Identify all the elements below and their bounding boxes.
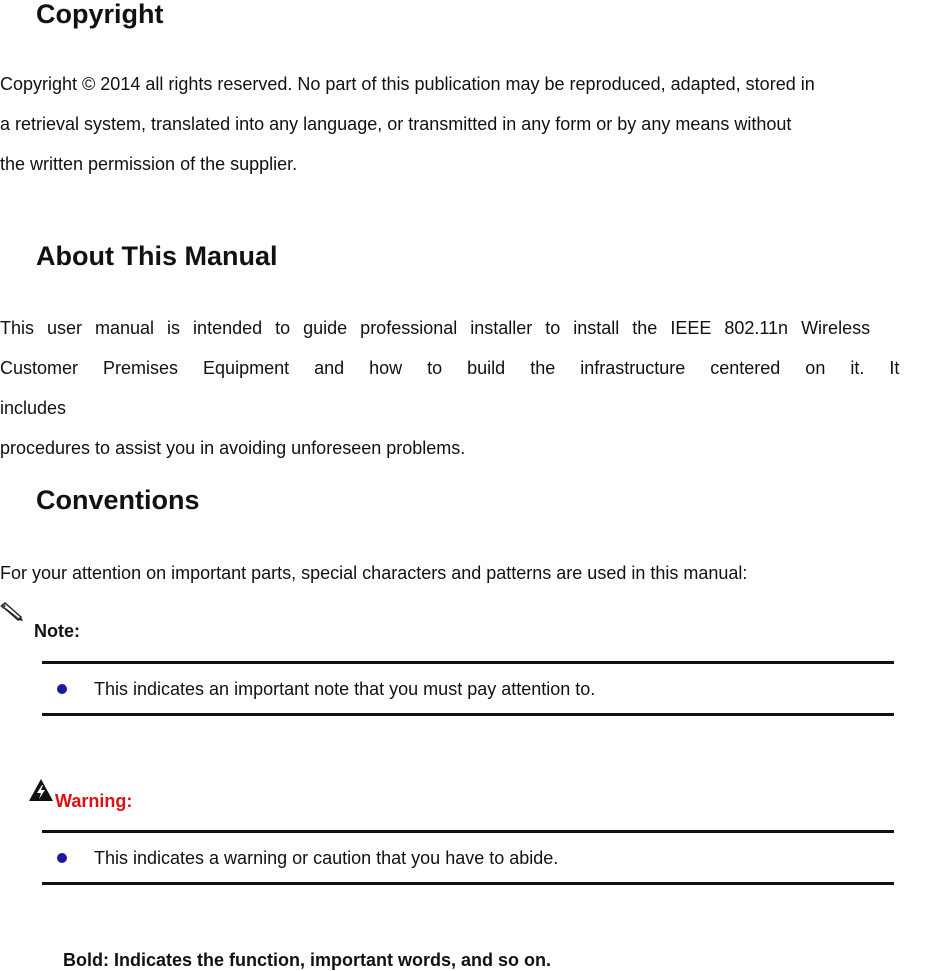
copyright-heading: Copyright	[36, 0, 164, 29]
conventions-heading: Conventions	[36, 485, 200, 515]
note-label: Note:	[34, 621, 80, 641]
note-text: This indicates an important note that you must pay attention to.	[94, 679, 596, 699]
copyright-line-3: the written permission of the supplier.	[0, 154, 298, 174]
warning-top-rule	[42, 830, 894, 833]
note-bottom-rule	[42, 713, 894, 716]
warning-bottom-rule	[42, 882, 894, 885]
copyright-paragraph	[0, 64, 937, 184]
conventions-intro: For your attention on important parts, special characters and patterns are used in this manual:	[0, 563, 748, 583]
about-heading: About This Manual	[36, 241, 278, 271]
about-line-2-text: Customer Premises Equipment and how to build the infrastructure centered on it. It includes	[0, 358, 900, 418]
about-line-2	[0, 348, 937, 428]
about-line-1-text: This user manual is intended to guide professional installer to install the IEEE 802.11n Wireless	[0, 318, 871, 338]
note-bullet	[57, 684, 67, 694]
warning-text: This indicates a warning or caution that you have to abide.	[94, 848, 559, 868]
bold-convention-text: Bold: Indicates the function, important words, and so on.	[63, 950, 552, 970]
copyright-line-2: a retrieval system, translated into any language, or transmitted in any form or by any means without	[0, 114, 792, 134]
warning-bullet	[57, 853, 67, 863]
pencil-icon	[0, 602, 24, 622]
copyright-line-1: Copyright © 2014 all rights reserved. No part of this publication may be reproduced, adapted, stored in	[0, 74, 815, 94]
warning-triangle-icon	[28, 778, 54, 802]
about-line-3: procedures to assist you in avoiding unforeseen problems.	[0, 438, 466, 458]
about-line-1	[0, 308, 937, 348]
note-top-rule	[42, 661, 894, 664]
about-paragraph	[0, 308, 937, 468]
warning-label: Warning:	[55, 791, 133, 811]
